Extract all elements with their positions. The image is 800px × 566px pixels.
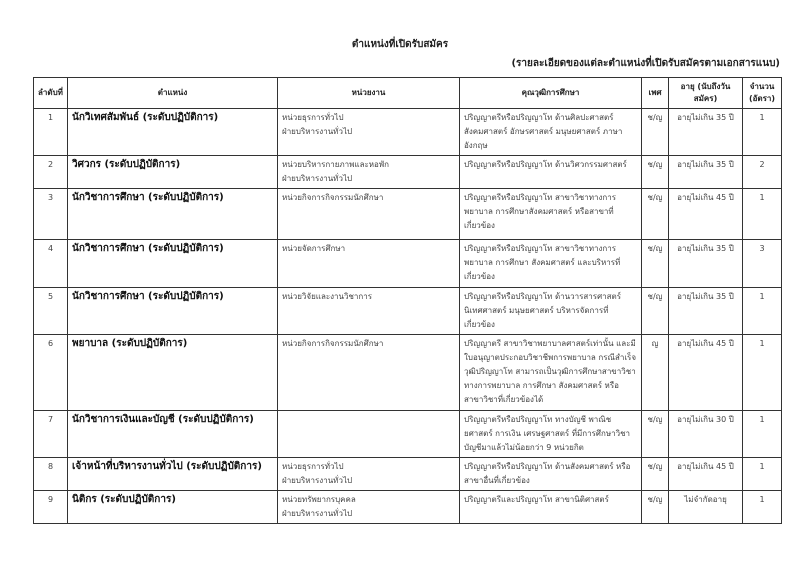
unit-line: ฝ่ายบริหารงานทั่วไป [282, 509, 353, 518]
position-name: นักวิชาการศึกษา (ระดับปฏิบัติการ) [68, 288, 278, 335]
header-qualification: คุณวุฒิการศึกษา [460, 78, 642, 109]
table-row [34, 335, 782, 411]
unit-cell [278, 288, 460, 335]
position-name: นักวิเทศสัมพันธ์ (ระดับปฏิบัติการ) [68, 109, 278, 156]
unit-line: ฝ่ายบริหารงานทั่วไป [282, 174, 353, 183]
header-unit: หน่วยงาน [278, 78, 460, 109]
position-count: 1 [743, 335, 782, 411]
position-name: เจ้าหน้าที่บริหารงานทั่วไป (ระดับปฏิบัติการ) [68, 458, 278, 491]
position-count: 1 [743, 411, 782, 458]
unit-line: หน่วยกิจการกิจกรรมนักศึกษา [282, 193, 384, 202]
row-number: 2 [34, 156, 68, 189]
position-count: 1 [743, 491, 782, 524]
qualification: ปริญญาตรีหรือปริญญาโท ทางบัญชี พาณิชยศาสตร์ การเงิน เศรษฐศาสตร์ ที่มีการศึกษาวิชาบัญชีมาแล้วไม่น้อยกว่า 9 หน่วยกิต [460, 411, 642, 458]
age-limit: ไม่จำกัดอายุ [669, 491, 743, 524]
table-row [34, 156, 782, 189]
unit-line: หน่วยธุรการทั่วไป [282, 462, 344, 471]
document-subtitle: (รายละเอียดของแต่ละตำแหน่งที่เปิดรับสมัครตามเอกสารแนบ) [511, 58, 780, 69]
unit-line: หน่วยบริหารกายภาพและหอพัก [282, 160, 389, 169]
qualification: ปริญญาตรีหรือปริญญาโท ด้านวารสารศาสตร์ นิเทศศาสตร์ มนุษยศาสตร์ บริหารจัดการที่เกี่ยวข้อง [460, 288, 642, 335]
position-name: พยาบาล (ระดับปฏิบัติการ) [68, 335, 278, 411]
position-count: 1 [743, 458, 782, 491]
document-title: ตำแหน่งที่เปิดรับสมัคร [351, 39, 449, 50]
row-number: 9 [34, 491, 68, 524]
header-no: ลำดับที่ [34, 78, 68, 109]
position-count: 2 [743, 156, 782, 189]
table-row [34, 491, 782, 524]
unit-cell [278, 109, 460, 156]
unit-line: หน่วยวิจัยและงานวิชาการ [282, 292, 373, 301]
qualification: ปริญญาตรี สาขาวิชาพยาบาลศาสตร์เท่านั้น และมีใบอนุญาตประกอบวิชาชีพการพยาบาล กรณีสำเร็จวุฒิปริญญาโท สามารถเป็นวุฒิการศึกษาสาขาวิชาทางการพยาบาล การศึกษา สังคมศาสตร์ หรือสาขาวิชาที่เกี่ยวข้องได้ [460, 335, 642, 411]
row-number: 8 [34, 458, 68, 491]
positions-table [33, 77, 782, 524]
row-number: 7 [34, 411, 68, 458]
row-number: 4 [34, 240, 68, 288]
header-count: จำนวน (อัตรา) [743, 78, 782, 109]
row-number: 5 [34, 288, 68, 335]
table-row [34, 109, 782, 156]
qualification: ปริญญาตรีหรือปริญญาโท ด้านศิลปะศาสตร์ สังคมศาสตร์ อักษรศาสตร์ มนุษยศาสตร์ ภาษาอังกฤษ [460, 109, 642, 156]
position-name: นักวิชาการศึกษา (ระดับปฏิบัติการ) [68, 189, 278, 240]
sex: ช/ญ [642, 411, 669, 458]
unit-cell [278, 240, 460, 288]
header-position: ตำแหน่ง [68, 78, 278, 109]
age-limit: อายุไม่เกิน 45 ปี [669, 189, 743, 240]
age-limit: อายุไม่เกิน 35 ปี [669, 288, 743, 335]
qualification: ปริญญาตรีและปริญญาโท สาขานิติศาสตร์ [460, 491, 642, 524]
unit-line: ฝ่ายบริหารงานทั่วไป [282, 127, 353, 136]
unit-cell [278, 156, 460, 189]
sex: ช/ญ [642, 156, 669, 189]
qualification: ปริญญาตรีหรือปริญญาโท ด้านสังคมศาสตร์ หรือสาขาอื่นที่เกี่ยวข้อง [460, 458, 642, 491]
age-limit: อายุไม่เกิน 45 ปี [669, 335, 743, 411]
unit-cell [278, 458, 460, 491]
qualification: ปริญญาตรีหรือปริญญาโท สาขาวิชาทางการพยาบาล การศึกษาสังคมศาสตร์ หรือสาขาที่เกี่ยวข้อง [460, 189, 642, 240]
table-row [34, 288, 782, 335]
unit-line: ฝ่ายบริหารงานทั่วไป [282, 476, 353, 485]
unit-cell [278, 189, 460, 240]
table-row [34, 458, 782, 491]
unit-cell [278, 411, 460, 458]
table-row [34, 411, 782, 458]
unit-line: หน่วยธุรการทั่วไป [282, 113, 344, 122]
sex: ญ [642, 335, 669, 411]
sex: ช/ญ [642, 240, 669, 288]
sex: ช/ญ [642, 491, 669, 524]
age-limit: อายุไม่เกิน 35 ปี [669, 109, 743, 156]
sex: ช/ญ [642, 189, 669, 240]
sex: ช/ญ [642, 458, 669, 491]
row-number: 6 [34, 335, 68, 411]
unit-line: หน่วยกิจการกิจกรรมนักศึกษา [282, 339, 384, 348]
header-age: อายุ (นับถึงวันสมัคร) [669, 78, 743, 109]
header-sex: เพศ [642, 78, 669, 109]
table-header-row [34, 78, 782, 109]
position-name: วิศวกร (ระดับปฏิบัติการ) [68, 156, 278, 189]
age-limit: อายุไม่เกิน 45 ปี [669, 458, 743, 491]
row-number: 3 [34, 189, 68, 240]
position-name: นักวิชาการเงินและบัญชี (ระดับปฏิบัติการ) [68, 411, 278, 458]
position-count: 1 [743, 288, 782, 335]
position-name: นิติกร (ระดับปฏิบัติการ) [68, 491, 278, 524]
sex: ช/ญ [642, 109, 669, 156]
unit-line: หน่วยทรัพยากรบุคคล [282, 495, 356, 504]
age-limit: อายุไม่เกิน 35 ปี [669, 240, 743, 288]
position-count: 3 [743, 240, 782, 288]
row-number: 1 [34, 109, 68, 156]
position-name: นักวิชาการศึกษา (ระดับปฏิบัติการ) [68, 240, 278, 288]
age-limit: อายุไม่เกิน 30 ปี [669, 411, 743, 458]
position-count: 1 [743, 189, 782, 240]
unit-line: หน่วยจัดการศึกษา [282, 244, 346, 253]
sex: ช/ญ [642, 288, 669, 335]
qualification: ปริญญาตรีหรือปริญญาโท ด้านวิศวกรรมศาสตร์ [460, 156, 642, 189]
qualification: ปริญญาตรีหรือปริญญาโท สาขาวิชาทางการพยาบาล การศึกษา สังคมศาสตร์ และบริหารที่เกี่ยวข้อง [460, 240, 642, 288]
unit-cell [278, 491, 460, 524]
table-row [34, 240, 782, 288]
age-limit: อายุไม่เกิน 35 ปี [669, 156, 743, 189]
position-count: 1 [743, 109, 782, 156]
unit-cell [278, 335, 460, 411]
table-row [34, 189, 782, 240]
